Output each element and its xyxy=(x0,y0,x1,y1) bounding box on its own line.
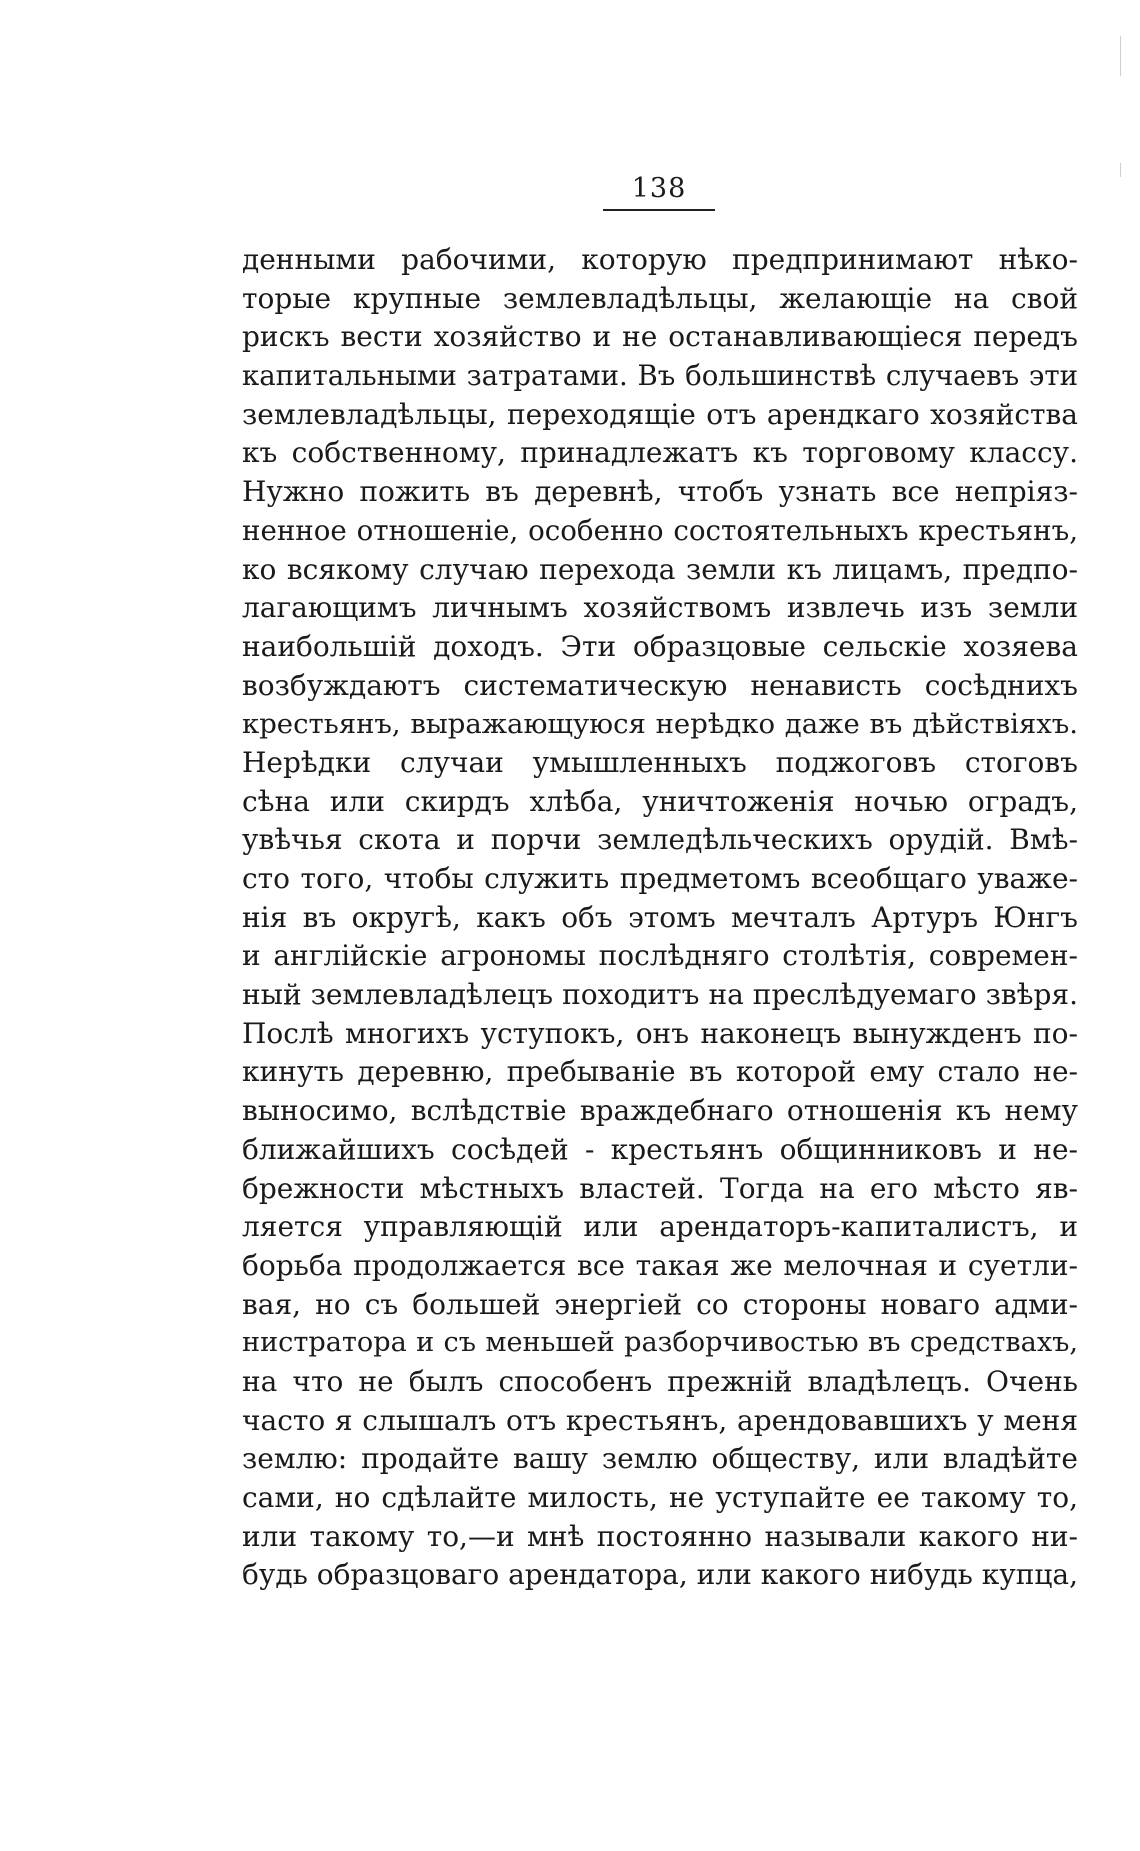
text-line: крестьянъ, выражающуюся нерѣдко даже въ дѣйствіяхъ. xyxy=(242,708,1078,741)
text-line: ненное отношеніе, особенно состоятельныхъ крестьянъ, xyxy=(242,513,1078,547)
text-line: или такому то,—и мнѣ постоянно называли какого ни- xyxy=(242,1519,1078,1553)
text-line: выносимо, вслѣдствіе враждебнаго отношенія къ нему xyxy=(242,1094,1078,1128)
text-line: рискъ вести хозяйство и не останавливающіеся передъ xyxy=(242,320,1078,354)
text-line: будь образцоваго арендатора, или какого нибудь купца, xyxy=(242,1558,1078,1592)
text-line: ный землевладѣлецъ походитъ на преслѣдуемаго звѣря. xyxy=(242,978,1078,1012)
text-line: ко всякому случаю перехода земли къ лицамъ, предпо- xyxy=(242,552,1078,586)
text-line: капитальными затратами. Въ большинствѣ случаевъ эти xyxy=(242,359,1078,393)
text-line: сто того, чтобы служить предметомъ всеобщаго уваже- xyxy=(242,862,1078,895)
text-line: торые крупные землевладѣльцы, желающіе на свой xyxy=(242,281,1078,315)
text-line: землю: продайте вашу землю обществу, или владѣйте xyxy=(242,1442,1078,1476)
page-number-rule xyxy=(603,209,715,211)
page-number: 138 xyxy=(631,173,687,204)
text-line: нія въ округѣ, какъ объ этомъ мечталъ Артуръ Юнгъ xyxy=(242,900,1078,934)
text-line: брежности мѣстныхъ властей. Тогда на его мѣсто яв- xyxy=(242,1171,1078,1205)
text-line: кинуть деревню, пребываніе въ которой ему стало не- xyxy=(242,1055,1078,1089)
text-line: сами, но сдѣлайте милость, не уступайте ее такому то, xyxy=(242,1481,1078,1514)
text-line: вая, но съ большей энергіей со стороны новаго адми- xyxy=(242,1287,1078,1321)
scan-edge-mark xyxy=(1120,163,1121,177)
text-line: къ собственному, принадлежатъ къ торговому классу. xyxy=(242,436,1078,470)
text-line: Нерѣдки случаи умышленныхъ поджоговъ стоговъ xyxy=(242,745,1078,779)
text-line: наибольшій доходъ. Эти образцовые сельскіе хозяева xyxy=(242,629,1078,663)
text-line: лагающимъ личнымъ хозяйствомъ извлечь изъ земли xyxy=(242,591,1078,625)
text-line: часто я слышалъ отъ крестьянъ, арендовавшихъ у меня xyxy=(242,1403,1078,1437)
text-line: Нужно пожить въ деревнѣ, чтобъ узнать все непріяз- xyxy=(242,475,1078,509)
text-line: на что не былъ способенъ прежній владѣлецъ. Очень xyxy=(242,1364,1078,1398)
text-line: денными рабочими, которую предпринимают нѣко- xyxy=(242,243,1078,276)
text-line: и англійскіе агрономы послѣдняго столѣтія, современ- xyxy=(242,939,1078,973)
text-line: землевладѣльцы, переходящіе отъ арендкаго хозяйства xyxy=(242,397,1078,431)
body-text xyxy=(242,241,1078,1595)
scan-edge-mark xyxy=(1120,36,1121,76)
text-line: возбуждаютъ систематическую ненависть сосѣднихъ xyxy=(242,668,1078,702)
text-line: ближайшихъ сосѣдей - крестьянъ общинниковъ и не- xyxy=(242,1132,1078,1166)
text-line: борьба продолжается все такая же мелочная и суетли- xyxy=(242,1248,1078,1282)
text-line: нистратора и съ меньшей разборчивостью въ средствахъ, xyxy=(242,1327,1078,1359)
text-line: увѣчья скота и порчи земледѣльческихъ орудій. Вмѣ- xyxy=(242,823,1078,857)
text-line: сѣна или скирдъ хлѣба, уничтоженія ночью оградъ, xyxy=(242,784,1078,818)
text-line: ляется управляющій или арендаторъ-капиталистъ, и xyxy=(242,1210,1078,1244)
text-line: Послѣ многихъ уступокъ, онъ наконецъ вынужденъ по- xyxy=(242,1016,1078,1050)
